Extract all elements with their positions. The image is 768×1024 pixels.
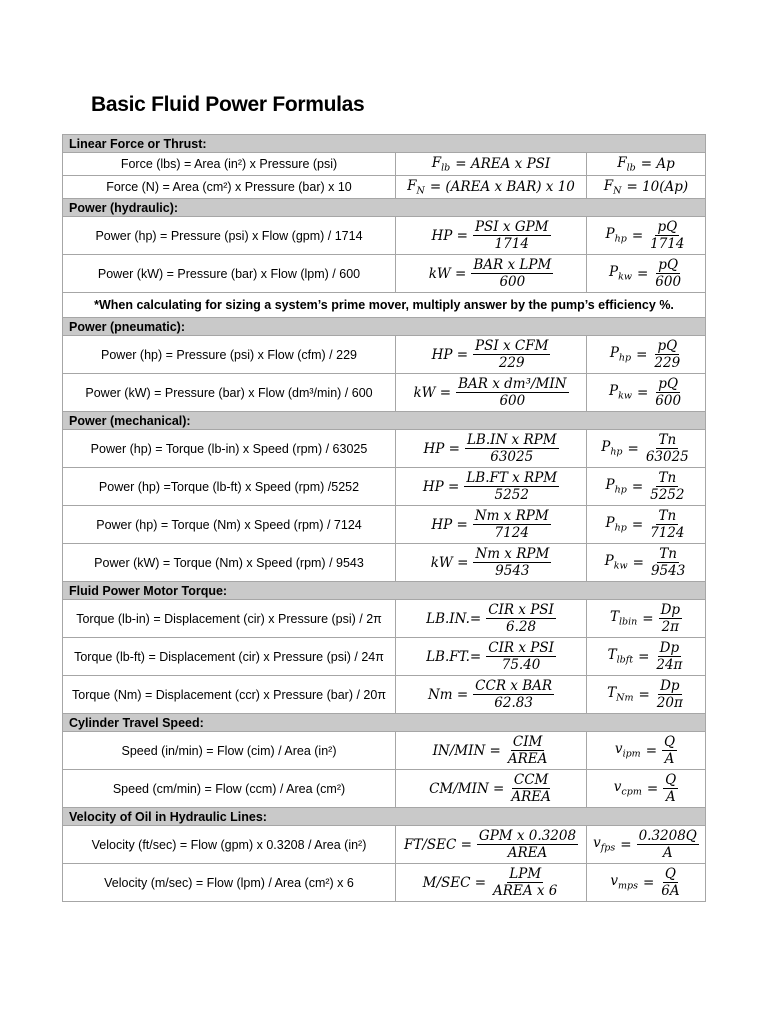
table-row bbox=[63, 430, 706, 468]
table-row bbox=[63, 153, 706, 176]
section-power-mechanical bbox=[63, 412, 706, 430]
formula-expression: HP = $\frac{\text{LB.IN x RPM}}{63025}$ bbox=[396, 430, 587, 468]
table-row bbox=[63, 676, 706, 714]
formula-symbolic: $P_{kw}$ = $\frac{Tn}{9543}$ bbox=[587, 544, 706, 582]
formula-description: Power (hp) = Pressure (psi) x Flow (gpm) / 1714 bbox=[63, 217, 396, 255]
table-row bbox=[63, 293, 706, 318]
formula-expression: LB.FT.= $\frac{\text{CIR x PSI}}{75.40}$ bbox=[396, 638, 587, 676]
section-header: Power (pneumatic): bbox=[63, 318, 706, 336]
formula-expression: FT/SEC = $\frac{\text{GPM x 0.3208}}{\text{AREA}}$ bbox=[396, 826, 587, 864]
formula-symbolic: $P_{kw}$ = $\frac{pQ}{600}$ bbox=[587, 374, 706, 412]
formula-expression: HP = $\frac{\text{LB.FT x RPM}}{5252}$ bbox=[396, 468, 587, 506]
formula-description: Torque (Nm) = Displacement (ccr) x Pressure (bar) / 20π bbox=[63, 676, 396, 714]
formula-description: Force (lbs) = Area (in²) x Pressure (psi) bbox=[63, 153, 396, 176]
formula-description: Power (kW) = Pressure (bar) x Flow (dm³/min) / 600 bbox=[63, 374, 396, 412]
section-linear-force bbox=[63, 135, 706, 153]
formula-description: Speed (cm/min) = Flow (ccm) / Area (cm²) bbox=[63, 770, 396, 808]
page-title: Basic Fluid Power Formulas bbox=[91, 93, 365, 116]
efficiency-note: *When calculating for sizing a system’s prime mover, multiply answer by the pump’s efficiency %. bbox=[63, 293, 706, 318]
section-header: Fluid Power Motor Torque: bbox=[63, 582, 706, 600]
formula-expression: HP = $\frac{\text{PSI x CFM}}{229}$ bbox=[396, 336, 587, 374]
table-row bbox=[63, 826, 706, 864]
formula-description: Speed (in/min) = Flow (cim) / Area (in²) bbox=[63, 732, 396, 770]
formula-expression: HP = $\frac{\text{PSI x GPM}}{1714}$ bbox=[396, 217, 587, 255]
table-row bbox=[63, 374, 706, 412]
formula-description: Torque (lb-ft) = Displacement (cir) x Pressure (psi) / 24π bbox=[63, 638, 396, 676]
formula-expression: CM/MIN = $\frac{\text{CCM}}{\text{AREA}}$ bbox=[396, 770, 587, 808]
formula-symbolic: $F_N$ = 10(Ap) bbox=[587, 176, 706, 199]
table-row bbox=[63, 176, 706, 199]
formula-symbolic: $v_{cpm}$ = $\frac{Q}{A}$ bbox=[587, 770, 706, 808]
table-row bbox=[63, 255, 706, 293]
formula-description: Power (kW) = Pressure (bar) x Flow (lpm) / 600 bbox=[63, 255, 396, 293]
formula-symbolic: $v_{fps}$ = $\frac{0.3208Q}{A}$ bbox=[587, 826, 706, 864]
formula-symbolic: $T_{lbft}$ = $\frac{Dp}{24\pi}$ bbox=[587, 638, 706, 676]
formula-symbolic: $v_{ipm}$ = $\frac{Q}{A}$ bbox=[587, 732, 706, 770]
section-motor-torque bbox=[63, 582, 706, 600]
table-row bbox=[63, 638, 706, 676]
section-cylinder-speed bbox=[63, 714, 706, 732]
formula-symbolic: $v_{mps}$ = $\frac{Q}{6A}$ bbox=[587, 864, 706, 902]
formula-expression: $F_{lb}$ = AREA x PSI bbox=[396, 153, 587, 176]
formula-expression: Nm = $\frac{\text{CCR x BAR}}{62.83}$ bbox=[396, 676, 587, 714]
formula-expression: $F_N$ = (AREA x BAR) x 10 bbox=[396, 176, 587, 199]
section-oil-velocity bbox=[63, 808, 706, 826]
section-header: Power (hydraulic): bbox=[63, 199, 706, 217]
section-header: Velocity of Oil in Hydraulic Lines: bbox=[63, 808, 706, 826]
formula-symbolic: $T_{Nm}$ = $\frac{Dp}{20\pi}$ bbox=[587, 676, 706, 714]
formula-description: Power (hp) = Torque (Nm) x Speed (rpm) / 7124 bbox=[63, 506, 396, 544]
formula-description: Velocity (m/sec) = Flow (lpm) / Area (cm²) x 6 bbox=[63, 864, 396, 902]
formula-expression: kW = $\frac{\text{BAR x dm³/MIN}}{600}$ bbox=[396, 374, 587, 412]
formula-description: Torque (lb-in) = Displacement (cir) x Pressure (psi) / 2π bbox=[63, 600, 396, 638]
section-power-pneumatic bbox=[63, 318, 706, 336]
formula-description: Power (hp) = Torque (lb-in) x Speed (rpm) / 63025 bbox=[63, 430, 396, 468]
formula-description: Velocity (ft/sec) = Flow (gpm) x 0.3208 / Area (in²) bbox=[63, 826, 396, 864]
formula-table bbox=[62, 134, 706, 902]
section-header: Cylinder Travel Speed: bbox=[63, 714, 706, 732]
formula-symbolic: $P_{hp}$ = $\frac{pQ}{1714}$ bbox=[587, 217, 706, 255]
formula-expression: kW = $\frac{\text{Nm x RPM}}{9543}$ bbox=[396, 544, 587, 582]
formula-expression: HP = $\frac{\text{Nm x RPM}}{7124}$ bbox=[396, 506, 587, 544]
table-row bbox=[63, 217, 706, 255]
table-row bbox=[63, 864, 706, 902]
formula-symbolic: $P_{hp}$ = $\frac{pQ}{229}$ bbox=[587, 336, 706, 374]
table-row bbox=[63, 600, 706, 638]
table-row bbox=[63, 770, 706, 808]
section-power-hydraulic bbox=[63, 199, 706, 217]
table-row bbox=[63, 732, 706, 770]
table-row bbox=[63, 336, 706, 374]
formula-expression: kW = $\frac{\text{BAR x LPM}}{600}$ bbox=[396, 255, 587, 293]
table-row bbox=[63, 468, 706, 506]
formula-symbolic: $T_{lbin}$ = $\frac{Dp}{2\pi}$ bbox=[587, 600, 706, 638]
section-header: Linear Force or Thrust: bbox=[63, 135, 706, 153]
section-header: Power (mechanical): bbox=[63, 412, 706, 430]
formula-description: Force (N) = Area (cm²) x Pressure (bar) x 10 bbox=[63, 176, 396, 199]
formula-expression: M/SEC = $\frac{\text{LPM}}{\text{AREA x 6}}$ bbox=[396, 864, 587, 902]
formula-symbolic: $P_{hp}$ = $\frac{Tn}{7124}$ bbox=[587, 506, 706, 544]
table-row bbox=[63, 544, 706, 582]
formula-expression: LB.IN.= $\frac{\text{CIR x PSI}}{6.28}$ bbox=[396, 600, 587, 638]
formula-description: Power (kW) = Torque (Nm) x Speed (rpm) / 9543 bbox=[63, 544, 396, 582]
formula-symbolic: $P_{hp}$ = $\frac{Tn}{63025}$ bbox=[587, 430, 706, 468]
formula-expression: IN/MIN = $\frac{\text{CIM}}{\text{AREA}}$ bbox=[396, 732, 587, 770]
formula-symbolic: $P_{hp}$ = $\frac{Tn}{5252}$ bbox=[587, 468, 706, 506]
formula-description: Power (hp) = Pressure (psi) x Flow (cfm) / 229 bbox=[63, 336, 396, 374]
formula-symbolic: $P_{kw}$ = $\frac{pQ}{600}$ bbox=[587, 255, 706, 293]
table-row bbox=[63, 506, 706, 544]
formula-description: Power (hp) =Torque (lb-ft) x Speed (rpm) /5252 bbox=[63, 468, 396, 506]
formula-symbolic: $F_{lb}$ = Ap bbox=[587, 153, 706, 176]
